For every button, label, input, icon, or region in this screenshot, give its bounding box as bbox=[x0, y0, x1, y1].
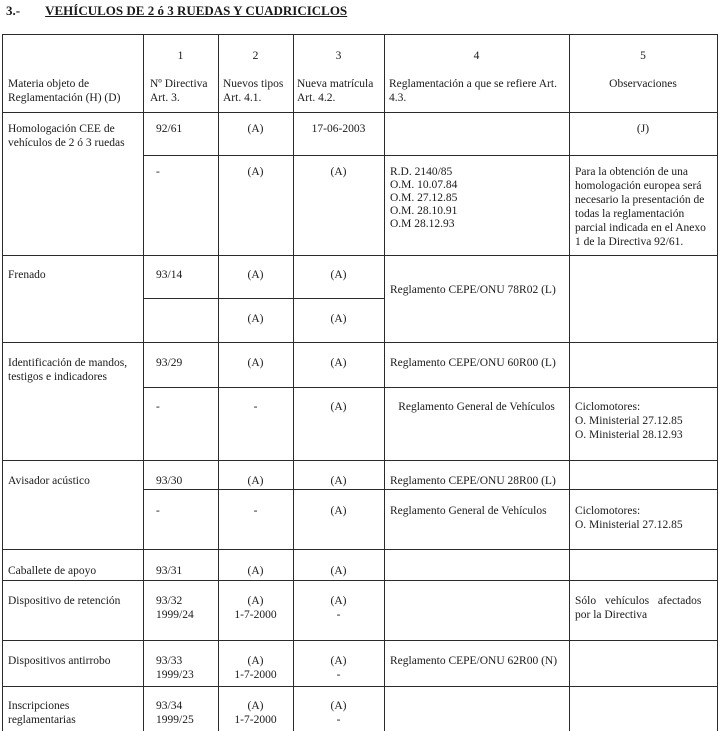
nuevos-cell: (A) bbox=[247, 123, 264, 135]
directiva-cell: 1999/24 bbox=[156, 609, 194, 621]
col-number-2: 2 bbox=[252, 50, 259, 62]
directiva-cell: 93/32 bbox=[156, 595, 183, 607]
directiva-cell: 92/61 bbox=[156, 123, 183, 135]
observaciones-line: por la Directiva bbox=[575, 609, 648, 621]
row-divider bbox=[2, 460, 718, 461]
materia-inscripciones-line1: Inscripciones bbox=[8, 700, 70, 712]
reglamentacion-line: O.M. 28.10.91 bbox=[390, 205, 458, 217]
materia-antirrobo: Dispositivos antirrobo bbox=[8, 655, 111, 667]
col-divider-4 bbox=[384, 34, 385, 731]
observaciones-line: 1 de la Directiva 92/61. bbox=[575, 236, 684, 248]
observaciones-line: necesario la presentación de bbox=[575, 194, 705, 206]
col-divider-1 bbox=[143, 34, 144, 731]
header-col1-line1: Nº Directiva bbox=[150, 78, 208, 90]
header-col4-line2: 4.3. bbox=[389, 92, 407, 104]
nuevos-cell: 1-7-2000 bbox=[234, 669, 277, 681]
nuevos-cell: (A) bbox=[247, 357, 264, 369]
nuevos-cell: (A) bbox=[247, 655, 264, 667]
matricula-cell: - bbox=[336, 714, 341, 726]
directiva-cell: - bbox=[156, 505, 160, 517]
col-divider-5 bbox=[569, 34, 570, 731]
subrow-divider bbox=[143, 298, 385, 299]
directiva-cell: 1999/23 bbox=[156, 669, 194, 681]
reglamentacion-cell: Reglamento General de Vehículos bbox=[390, 505, 547, 517]
materia-homologacion-line2: vehículos de 2 ó 3 ruedas bbox=[8, 137, 125, 149]
reglamentacion-line: O.M. 27.12.85 bbox=[390, 192, 458, 204]
observaciones-line: O. Ministerial 27.12.85 bbox=[575, 519, 683, 531]
header-col2-line1: Nuevos tipos bbox=[223, 78, 284, 90]
header-col3-line1: Nueva matrícula bbox=[297, 78, 374, 90]
subrow-divider bbox=[143, 387, 718, 388]
nuevos-cell: 1-7-2000 bbox=[234, 714, 277, 726]
header-col5: Observaciones bbox=[609, 78, 677, 90]
subrow-divider bbox=[143, 155, 718, 156]
header-col2-line2: Art. 4.1. bbox=[223, 92, 262, 104]
matricula-cell: (A) bbox=[330, 313, 347, 325]
reglamentacion-cell: Reglamento CEPE/ONU 62R00 (N) bbox=[390, 655, 558, 667]
row-divider bbox=[2, 342, 718, 343]
table-border-right bbox=[717, 34, 718, 731]
reglamentacion-line: O.M 28.12.93 bbox=[390, 218, 455, 230]
nuevos-cell: (A) bbox=[247, 475, 264, 487]
nuevos-cell: 1-7-2000 bbox=[234, 609, 277, 621]
observaciones-line: todas la reglamentación bbox=[575, 208, 685, 220]
reglamentacion-line: O.M. 10.07.84 bbox=[390, 179, 458, 191]
matricula-cell: (A) bbox=[330, 700, 347, 712]
observaciones-cell: (J) bbox=[636, 123, 650, 135]
matricula-cell: (A) bbox=[330, 565, 347, 577]
nuevos-cell: - bbox=[253, 401, 258, 413]
header-col1-line2: Art. 3. bbox=[150, 92, 180, 104]
col-number-3: 3 bbox=[335, 50, 342, 62]
row-divider bbox=[2, 640, 718, 641]
materia-retencion: Dispositivo de retención bbox=[8, 595, 121, 607]
materia-caballete: Caballete de apoyo bbox=[8, 565, 97, 577]
directiva-cell: - bbox=[156, 401, 160, 413]
nuevos-cell: (A) bbox=[247, 565, 264, 577]
matricula-cell: (A) bbox=[330, 475, 347, 487]
materia-frenado: Frenado bbox=[8, 269, 46, 281]
row-divider bbox=[2, 580, 718, 581]
materia-identificacion-line2: testigos e indicadores bbox=[8, 371, 108, 383]
col-number-1: 1 bbox=[177, 50, 184, 62]
matricula-cell: 17-06-2003 bbox=[311, 123, 366, 135]
matricula-cell: (A) bbox=[330, 401, 347, 413]
nuevos-cell: (A) bbox=[247, 313, 264, 325]
matricula-cell: (A) bbox=[330, 269, 347, 281]
row-divider bbox=[2, 549, 718, 550]
reglamentacion-line: R.D. 2140/85 bbox=[390, 166, 453, 178]
subrow-divider bbox=[143, 489, 718, 490]
materia-inscripciones-line2: reglamentarias bbox=[8, 714, 76, 726]
row-divider bbox=[2, 255, 718, 256]
header-materia-line2: Reglamentación (H) (D) bbox=[8, 92, 121, 104]
nuevos-cell: - bbox=[253, 505, 258, 517]
materia-homologacion-line1: Homologación CEE de bbox=[8, 123, 115, 135]
col-divider-2 bbox=[218, 34, 219, 731]
directiva-cell: 93/31 bbox=[156, 565, 183, 577]
directiva-cell: 93/14 bbox=[156, 269, 183, 281]
section-title: VEHÍCULOS DE 2 ó 3 RUEDAS Y CUADRICICLOS bbox=[45, 3, 348, 18]
reglamentacion-cell: Reglamento CEPE/ONU 28R00 (L) bbox=[390, 475, 556, 487]
nuevos-cell: (A) bbox=[247, 166, 264, 178]
matricula-cell: - bbox=[336, 669, 341, 681]
header-col4-line1: Reglamentación a que se refiere Art. bbox=[389, 78, 557, 90]
table-border-top bbox=[2, 34, 718, 35]
col-divider-3 bbox=[293, 34, 294, 731]
col-number-5: 5 bbox=[640, 50, 646, 62]
observaciones-line: Ciclomotores: bbox=[575, 401, 641, 413]
matricula-cell: (A) bbox=[330, 505, 347, 517]
header-divider bbox=[2, 112, 718, 113]
directiva-cell: 1999/25 bbox=[156, 714, 194, 726]
observaciones-line: O. Ministerial 27.12.85 bbox=[575, 415, 683, 427]
col-number-4: 4 bbox=[473, 50, 480, 62]
header-col3-line2: Art. 4.2. bbox=[297, 92, 336, 104]
nuevos-cell: (A) bbox=[247, 269, 264, 281]
observaciones-line: Sólo vehículos afectados bbox=[575, 595, 702, 607]
matricula-cell: (A) bbox=[330, 595, 347, 607]
nuevos-cell: (A) bbox=[247, 595, 264, 607]
matricula-cell: (A) bbox=[330, 357, 347, 369]
observaciones-line: Para la obtención de una bbox=[575, 166, 689, 178]
nuevos-cell: (A) bbox=[247, 700, 264, 712]
observaciones-line: parcial indicada en el Anexo bbox=[575, 222, 706, 234]
materia-identificacion-line1: Identificación de mandos, bbox=[8, 357, 128, 369]
row-divider bbox=[2, 686, 718, 687]
matricula-cell: - bbox=[336, 609, 341, 621]
directiva-cell: 93/33 bbox=[156, 655, 183, 667]
directiva-cell: 93/34 bbox=[156, 700, 183, 712]
materia-avisador: Avisador acústico bbox=[8, 475, 90, 487]
observaciones-line: O. Ministerial 28.12.93 bbox=[575, 429, 683, 441]
reglamentacion-cell: Reglamento CEPE/ONU 60R00 (L) bbox=[390, 357, 556, 369]
directiva-cell: 93/30 bbox=[156, 475, 183, 487]
directiva-cell: 93/29 bbox=[156, 357, 183, 369]
section-number: 3.- bbox=[6, 3, 21, 18]
table-border-left bbox=[2, 34, 3, 731]
header-materia-line1: Materia objeto de bbox=[8, 78, 90, 90]
observaciones-line: homologación europea será bbox=[575, 180, 702, 192]
reglamentacion-cell: Reglamento CEPE/ONU 78R02 (L) bbox=[390, 284, 556, 296]
directiva-cell: - bbox=[156, 166, 160, 178]
observaciones-line: Ciclomotores: bbox=[575, 505, 641, 517]
section-heading bbox=[6, 3, 347, 19]
matricula-cell: (A) bbox=[330, 655, 347, 667]
reglamentacion-cell: Reglamento General de Vehículos bbox=[398, 401, 555, 413]
matricula-cell: (A) bbox=[330, 166, 347, 178]
